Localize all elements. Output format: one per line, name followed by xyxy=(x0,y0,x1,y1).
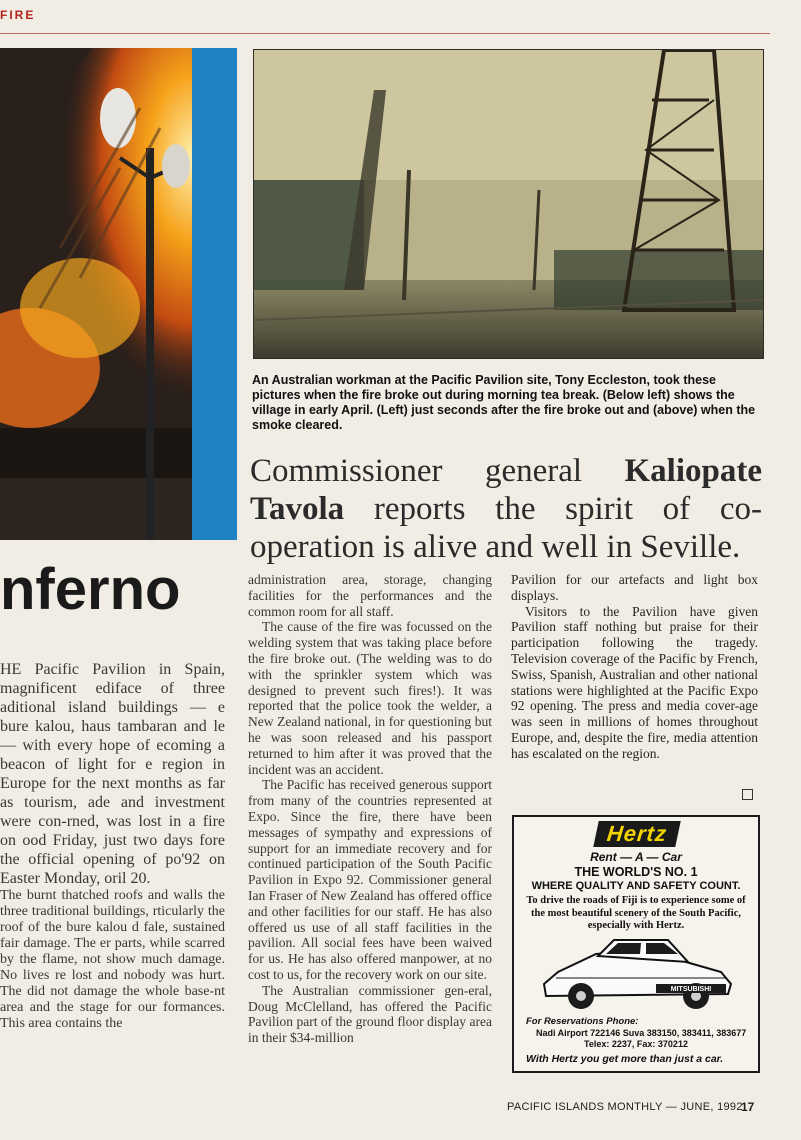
column-middle-para-4: The Australian commissioner gen-eral, Doug McClelland, has offered the Pacific Pavilion part of the ground floor display area in their $34-million xyxy=(248,982,492,1046)
hertz-logo-text: Hertz xyxy=(605,821,669,846)
column-left-para-1: HE Pacific Pavilion in Spain, magnificent ediface of three aditional island buildings — e bure kalou, haus tambaran and le — with every hope of ecoming a beacon of light for e region in Europe for the next months as far as tourism, ade and investment were con-rned, was lost in a fire on ood Friday, just two days fore the official opening of po'92 on Easter Monday, oril 20. xyxy=(0,661,225,887)
hertz-logo xyxy=(593,821,681,847)
column-right-para-2: Visitors to the Pavilion have given Pavilion staff nothing but praise for their participation following the tragedy. Television coverage of the Pacific by French, Swiss, Spanish, Australian and other national stations were highlighted at the Pacific Expo 92 opening. The press and media cover-age was seen in millions of homes throughout Europe, and, despite the fire, media attention has escalated on the region. xyxy=(511,603,758,761)
hertz-advertisement xyxy=(512,815,760,1073)
fire-photo-left xyxy=(0,48,192,540)
car-badge: MITSUBISHI xyxy=(670,986,712,993)
ad-tagline: Rent — A — Car xyxy=(590,850,682,864)
column-middle-para-1: administration area, storage, changing facilities for the performances and the common room for all staff. xyxy=(248,572,492,619)
ad-headline: THE WORLD'S NO. 1 xyxy=(574,865,698,879)
smoke-photo-top-image xyxy=(254,50,763,358)
headline-name: Kaliopate Tavola xyxy=(250,453,763,527)
article-headline xyxy=(250,452,762,566)
column-middle-para-3: The Pacific has received generous support from many of the countries represented at Expo. Since the fire, there have been messages of sympathy and expressions of support for an immediate recovery and for continued participation of the South Pacific Pavilion in Expo 92. Commissioner general Ian Fraser of New Zealand has offered office and other facilities for our staff. He has also offered us use of all staff facilities in the pavilion. All social fees have been waived for us. He has also offered manpower, at no cost to us, for the recovery work on our site. xyxy=(248,777,492,982)
ad-body: To drive the roads of Fiji is to experience some of the most beautiful scenery of the South Pacific, especially with Hertz. xyxy=(526,895,746,931)
car-icon xyxy=(536,932,736,1014)
column-right xyxy=(511,572,758,762)
column-left xyxy=(0,660,225,1032)
footer-magazine: PACIFIC ISLANDS MONTHLY — JUNE, 1992 xyxy=(507,1101,743,1113)
ad-subhead: WHERE QUALITY AND SAFETY COUNT. xyxy=(531,880,741,892)
top-rule xyxy=(0,33,770,34)
ad-slogan: With Hertz you get more than just a car. xyxy=(526,1053,724,1065)
ad-telex: Telex: 2237, Fax: 370212 xyxy=(584,1039,688,1049)
headline-part1: Commissioner general xyxy=(250,453,583,489)
ad-reservations: For Reservations Phone: xyxy=(526,1016,639,1027)
page-number: 17 xyxy=(741,1100,755,1114)
fire-photo-left-image xyxy=(0,48,192,540)
photo-caption: An Australian workman at the Pacific Pavilion site, Tony Eccleston, took these pictures when the fire broke out during morning tea break. (Below left) shows the village in early April. (Left) just seconds after the fire broke out and (above) when the smoke cleared. xyxy=(252,373,756,432)
column-middle-para-2: The cause of the fire was focussed on the welding system that was taking place before the fire broke out. (The welding was to do with the sprinkler system which was designed to prevent such fires!). It was reported that the police took the welder, a New Zealand national, in for questioning but he was soon released and his passport returned to him after it was proved that the incident was an accident. xyxy=(248,619,492,777)
headline-part2: reports the spirit of co-operation is alive and well in Seville. xyxy=(250,491,762,565)
smoke-photo-top xyxy=(253,49,764,359)
ad-phones: Nadi Airport 722146 Suva 383150, 383411, 383677 xyxy=(536,1028,747,1038)
column-left-para-2: The burnt thatched roofs and walls the three traditional buildings, rticularly the roof of the bure kalou d fale, sustained fair damage. The er parts, while scarred by the flame, not show much damage. No lives re lost and nobody was hurt. The did not damage the whole base-nt area and the stage for our formances. This area contains the xyxy=(0,888,225,1031)
end-mark-icon xyxy=(742,789,753,800)
blue-accent-bar xyxy=(192,48,237,540)
section-label: FIRE xyxy=(0,8,36,22)
column-right-para-1: Pavilion for our artefacts and light box displays. xyxy=(511,572,758,603)
column-middle xyxy=(248,572,492,1046)
article-title: nferno xyxy=(0,557,181,622)
